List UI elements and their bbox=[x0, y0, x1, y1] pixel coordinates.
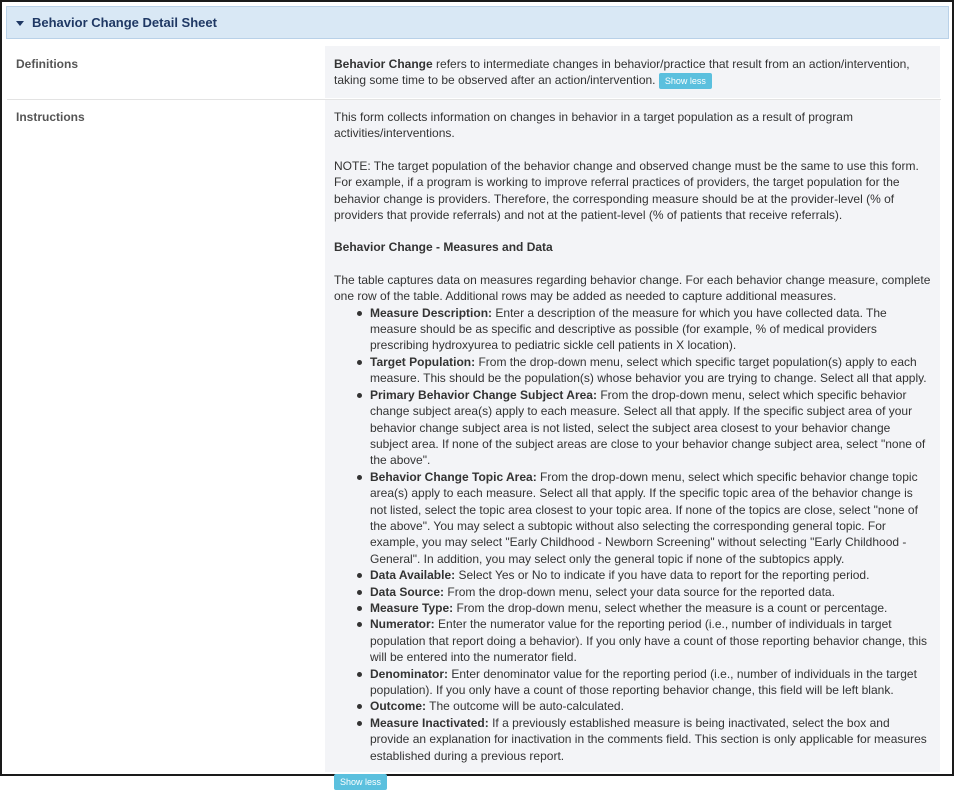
list-item: Numerator: Enter the numerator value for the reporting period (i.e., number of individuals in target population that report doing a behavior). If you only have a count of those reporting behavior change, this will be entered into the numerator field. bbox=[370, 616, 931, 665]
list-item: Measure Inactivated: If a previously established measure is being inactivated, select the box and provide an explanation for inactivation in the comments field. This section is only applicable for measures established during a previous report. bbox=[370, 715, 931, 764]
definitions-label: Definitions bbox=[16, 57, 78, 71]
list-item: Target Population: From the drop-down menu, select which specific target population(s) apply to each measure. This should be the population(s) whose behavior you are trying to change. Select all that apply. bbox=[370, 354, 931, 387]
panel-title: Behavior Change Detail Sheet bbox=[32, 15, 217, 30]
measures-list bbox=[334, 305, 931, 764]
list-item: Outcome: The outcome will be auto-calculated. bbox=[370, 698, 931, 714]
instructions-label: Instructions bbox=[16, 110, 85, 124]
list-item: Behavior Change Topic Area: From the drop-down menu, select which specific behavior change topic area(s) apply to each measure. Select all that apply. If the specific topic area of the behavior change is not listed, select the topic area closest to your topic area. If none of the topics are close, select "none of the above". You may select a subtopic without also selecting the corresponding general topic. For example, you may select "Early Childhood - Newborn Screening" without selecting "Early Childhood - General". In addition, you may select only the general topic if none of the subtopics apply. bbox=[370, 469, 931, 567]
list-item: Data Available: Select Yes or No to indicate if you have data to report for the reporting period. bbox=[370, 567, 931, 583]
instructions-content bbox=[325, 100, 940, 787]
caret-down-icon[interactable] bbox=[16, 21, 24, 26]
list-item: Data Source: From the drop-down menu, select your data source for the reported data. bbox=[370, 584, 931, 600]
definitions-show-less-button[interactable]: Show less bbox=[659, 73, 712, 89]
panel-header-toggle[interactable] bbox=[6, 6, 949, 39]
list-item: Measure Description: Enter a description of the measure for which you have collected data. The measure should be as specific and descriptive as possible (for example, % of medical providers prescribing hydroxyurea to pediatric sickle cell patients in X location). bbox=[370, 305, 931, 354]
table-intro: The table captures data on measures regarding behavior change. For each behavior change measure, complete one row of the table. Additional rows may be added as needed to capture additional measures. bbox=[334, 272, 931, 304]
definitions-text bbox=[334, 56, 931, 89]
instructions-note: NOTE: The target population of the behavior change and observed change must be the same to use this form. For example, if a program is working to improve referral practices of providers, the target population for the behavior change is providers. Therefore, the corresponding measure should be at the provider-level (% of providers that provide referrals) and not at the patient-level (% of patients that receive referrals). bbox=[334, 158, 919, 223]
list-item: Denominator: Enter denominator value for the reporting period (i.e., number of individuals in the target population). If you only have a count of those reporting behavior change, this field will be left blank. bbox=[370, 666, 931, 699]
instructions-intro: This form collects information on changes in behavior in a target population as a result of program activities/interventions. bbox=[334, 110, 853, 141]
definitions-content bbox=[325, 46, 940, 98]
definitions-term: Behavior Change bbox=[334, 57, 433, 71]
list-item: Primary Behavior Change Subject Area: From the drop-down menu, select which specific behavior change subject area(s) apply to each measure. Select all that apply. If the specific subject area of your behavior change subject area is not listed, select the subject area closest to your behavior change subject area. If none of the subject areas are close to your behavior change subject area, select "none of the above". bbox=[370, 387, 931, 469]
definitions-body: refers to intermediate changes in behavior/practice that result from an action/intervention, taking some time to be observed after an action/intervention. bbox=[334, 57, 910, 88]
instructions-show-less-button[interactable]: Show less bbox=[334, 774, 387, 790]
list-item: Measure Type: From the drop-down menu, select whether the measure is a count or percentage. bbox=[370, 600, 931, 616]
measures-subheading: Behavior Change - Measures and Data bbox=[334, 240, 553, 255]
